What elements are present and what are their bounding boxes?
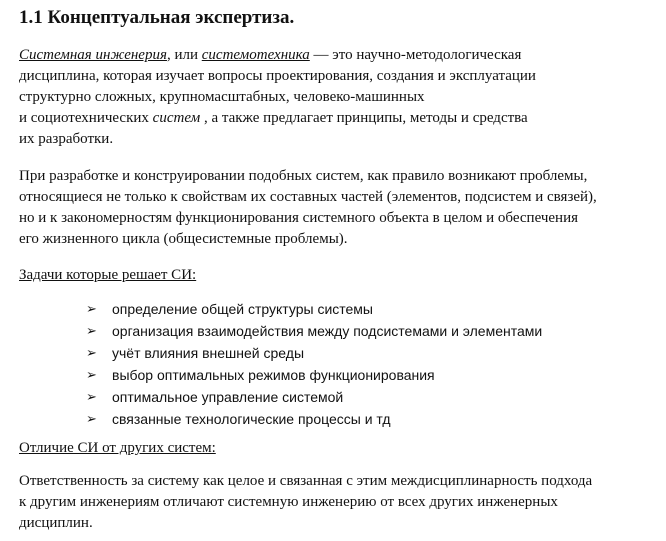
list-item: ➢ организация взаимодействия между подсистемами и элементами bbox=[19, 320, 659, 342]
arrow-bullet-icon: ➢ bbox=[86, 367, 97, 382]
list-item: ➢ оптимальное управление системой bbox=[19, 386, 659, 408]
intro-paragraph: Системная инженерия, или системотехника — это научно-методологическая дисциплина, которая изучает вопросы проектирования, создания и эксплуатации структурно сложных, крупномасштабных, человеко-машинных и социотехнических систем , а также предлагает принципы, методы и средства их разработки. bbox=[19, 47, 536, 147]
list-item: ➢ выбор оптимальных режимов функционирования bbox=[19, 364, 659, 386]
term-system-engineering: Системная инженерия bbox=[19, 47, 167, 63]
arrow-bullet-icon: ➢ bbox=[86, 301, 97, 316]
problems-paragraph: При разработке и конструировании подобных систем, как правило возникают проблемы, относящиеся не только к свойствам их составных частей (элементов, подсистем и связей), но и к закономерностям функционирования системного объекта в целом и обеспечения его жизненного цикла (общесистемные проблемы). bbox=[19, 168, 597, 247]
tasks-list bbox=[19, 298, 659, 430]
arrow-bullet-icon: ➢ bbox=[86, 389, 97, 404]
term-systemotechnics: системотехника bbox=[201, 47, 310, 63]
tasks-heading: Задачи которые решает СИ: bbox=[19, 267, 197, 283]
list-item: ➢ учёт влияния внешней среды bbox=[19, 342, 659, 364]
list-item: ➢ связанные технологические процессы и тд bbox=[19, 408, 659, 430]
arrow-bullet-icon: ➢ bbox=[86, 345, 97, 360]
arrow-bullet-icon: ➢ bbox=[86, 411, 97, 426]
arrow-bullet-icon: ➢ bbox=[86, 323, 97, 338]
responsibility-paragraph: Ответственность за систему как целое и связанная с этим междисциплинарность подхода к другим инженериям отличают системную инженерию от всех других инженерных дисциплин. bbox=[19, 473, 593, 531]
document-page bbox=[19, 0, 659, 534]
list-item: ➢ определение общей структуры системы bbox=[19, 298, 659, 320]
section-title: 1.1 Концептуальная экспертиза. bbox=[19, 7, 295, 28]
term-systems: систем bbox=[152, 110, 201, 126]
differences-heading: Отличие СИ от других систем: bbox=[19, 440, 216, 456]
